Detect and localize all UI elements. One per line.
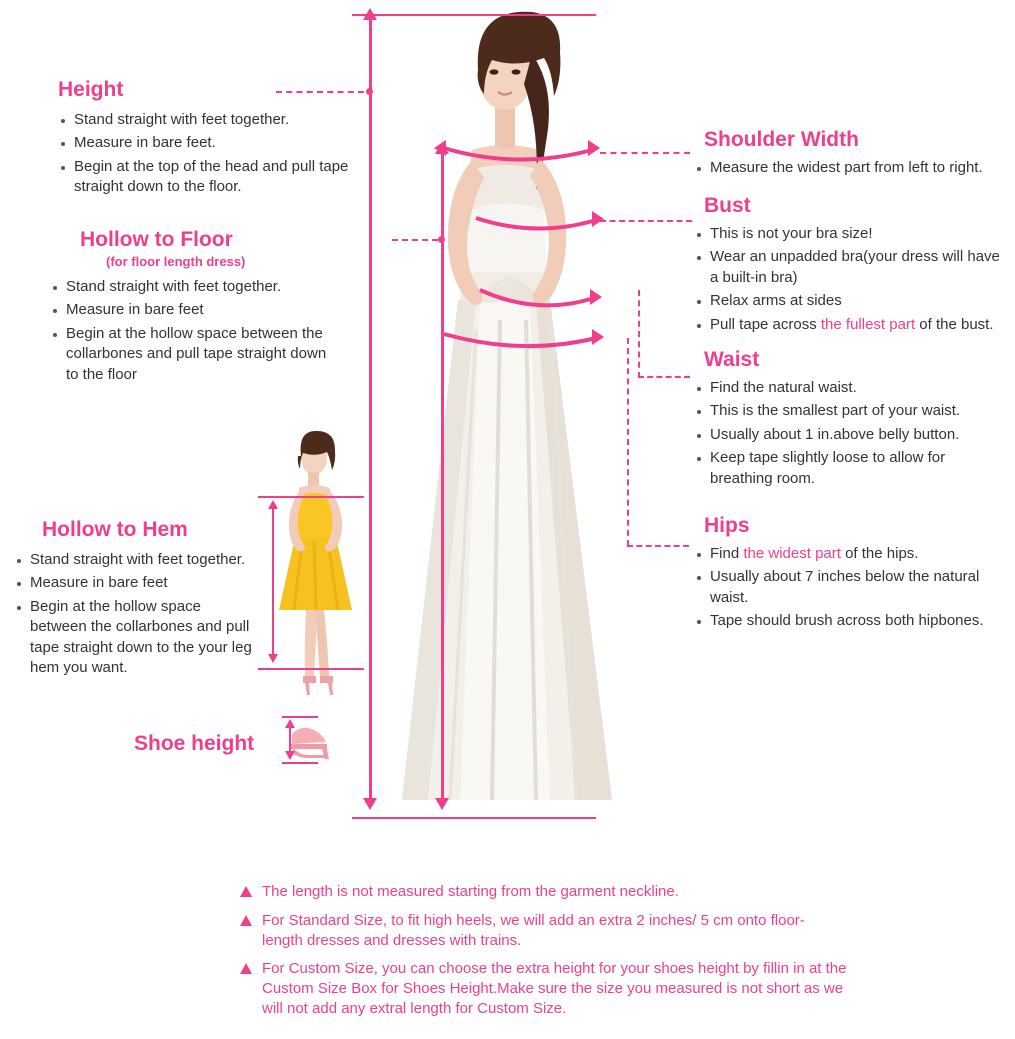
list-item: Keep tape slightly loose to allow for breathing room. [694, 448, 980, 489]
hollow-floor-leader [392, 239, 438, 241]
list-item: Begin at the hollow space between the collarbones and pull tape straight down to the your leg hem you want. [14, 597, 254, 679]
list-item: This is the smallest part of your waist. [694, 401, 1004, 421]
list-item: Usually about 7 inches below the natural waist. [694, 567, 1005, 608]
shoe-height-line [289, 727, 291, 753]
note-item: For Standard Size, to fit high heels, we will add an extra 2 inches/ 5 cm onto floor-length dresses and dresses with trains. [240, 911, 842, 951]
hips-bullets [694, 544, 1004, 632]
hips-first-pre: Find [710, 545, 744, 562]
waist-curve [472, 282, 604, 316]
tall-model-svg [380, 0, 640, 820]
height-bottom-guide [352, 817, 596, 819]
waist-bullets [694, 378, 1004, 489]
shoe-height-bottom-guide [282, 762, 318, 764]
list-item: Relax arms at sides [694, 291, 1014, 311]
hips-leader-vertical [627, 338, 629, 546]
list-item: Usually about 1 in.above belly button. [694, 425, 1004, 445]
bust-bullets [694, 224, 1014, 335]
height-anchor-dot [366, 88, 373, 95]
hollow-to-floor-subtitle: (for floor length dress) [106, 254, 246, 269]
waist-title: Waist [704, 348, 760, 371]
height-line [369, 18, 372, 802]
hollow-floor-line [441, 152, 444, 802]
hollow-floor-anchor-dot [438, 236, 445, 243]
hips-first-post: of the hips. [840, 545, 919, 562]
list-item: Measure in bare feet [14, 573, 254, 593]
hips-section [694, 514, 1004, 635]
hollow-hem-top-guide [258, 496, 364, 498]
short-model-svg [256, 430, 386, 720]
list-item-bust-fullest [694, 315, 1014, 335]
height-bullets [58, 110, 358, 198]
list-item: Begin at the top of the head and pull tape straight down to the floor. [58, 157, 358, 198]
hips-leader [627, 545, 689, 547]
list-item-hips-widest [694, 544, 1004, 564]
hollow-to-hem-section [14, 518, 254, 681]
shoulder-leader [600, 152, 690, 154]
shoulder-width-title: Shoulder Width [704, 128, 859, 151]
hollow-hem-arrow-bottom [268, 654, 278, 663]
list-item: Begin at the hollow space between the collarbones and pull tape straight down to the floor [50, 324, 328, 385]
hollow-to-floor-section [38, 228, 338, 388]
list-item: Wear an unpadded bra(your dress will have a built-in bra) [694, 247, 1000, 288]
height-arrow-bottom [363, 798, 377, 810]
list-item: Stand straight with feet together. [58, 110, 358, 130]
hips-measure [438, 326, 606, 352]
hips-title: Hips [704, 514, 750, 537]
bust-last-pre: Pull tape across [710, 315, 821, 333]
shoulder-curve [432, 136, 602, 162]
short-model-illustration [256, 430, 386, 720]
height-top-guide [352, 14, 596, 16]
list-item: Measure in bare feet [50, 300, 338, 320]
shoulder-width-bullets [694, 158, 1014, 178]
footer-notes [240, 882, 850, 1028]
list-item: Stand straight with feet together. [50, 277, 338, 297]
hollow-to-hem-title: Hollow to Hem [42, 518, 188, 541]
waist-section [694, 348, 1004, 492]
bust-curve [466, 208, 606, 236]
hollow-to-floor-bullets [38, 277, 338, 385]
shoe-height-arrow-bottom [285, 751, 295, 760]
shoe-height-top-guide [282, 716, 318, 718]
height-section [58, 78, 358, 201]
hollow-floor-arrow-bottom [435, 798, 449, 810]
list-item: This is not your bra size! [694, 224, 1014, 244]
list-item: Measure in bare feet. [58, 133, 358, 153]
bust-leader [600, 220, 692, 222]
list-item: Tape should brush across both hipbones. [694, 611, 1004, 631]
tall-model-illustration [380, 0, 640, 820]
waist-leader [638, 376, 690, 378]
list-item: Measure the widest part from left to right. [694, 158, 1014, 178]
list-item: Find the natural waist. [694, 378, 1004, 398]
note-item: The length is not measured starting from the garment neckline. [240, 882, 850, 902]
waist-measure [472, 282, 604, 316]
hips-first-highlight: the widest part [743, 545, 841, 562]
bust-section [694, 194, 1014, 338]
hollow-hem-bottom-guide [258, 668, 364, 670]
bust-title: Bust [704, 194, 751, 217]
shoe-height-title: Shoe height [134, 732, 255, 755]
note-item: For Custom Size, you can choose the extra height for your shoes height by fillin in at the Custom Size Box for Shoes Height.Make sure the size you measured is not short as we will not add any extral length for Custom Size. [240, 959, 858, 1018]
hollow-hem-line [272, 508, 274, 656]
waist-leader-vertical [638, 290, 640, 378]
bust-last-post: of the bust. [915, 315, 994, 333]
bust-measure [466, 208, 606, 236]
hips-curve [438, 326, 606, 352]
hollow-to-floor-title: Hollow to Floor [80, 228, 233, 251]
bust-last-highlight: the fullest part [820, 315, 916, 333]
shoulder-width-section [694, 128, 1014, 181]
height-title: Height [58, 78, 124, 101]
list-item: Stand straight with feet together. [14, 550, 254, 570]
hollow-to-hem-bullets [14, 550, 254, 678]
shoulder-width-measure [432, 136, 602, 162]
